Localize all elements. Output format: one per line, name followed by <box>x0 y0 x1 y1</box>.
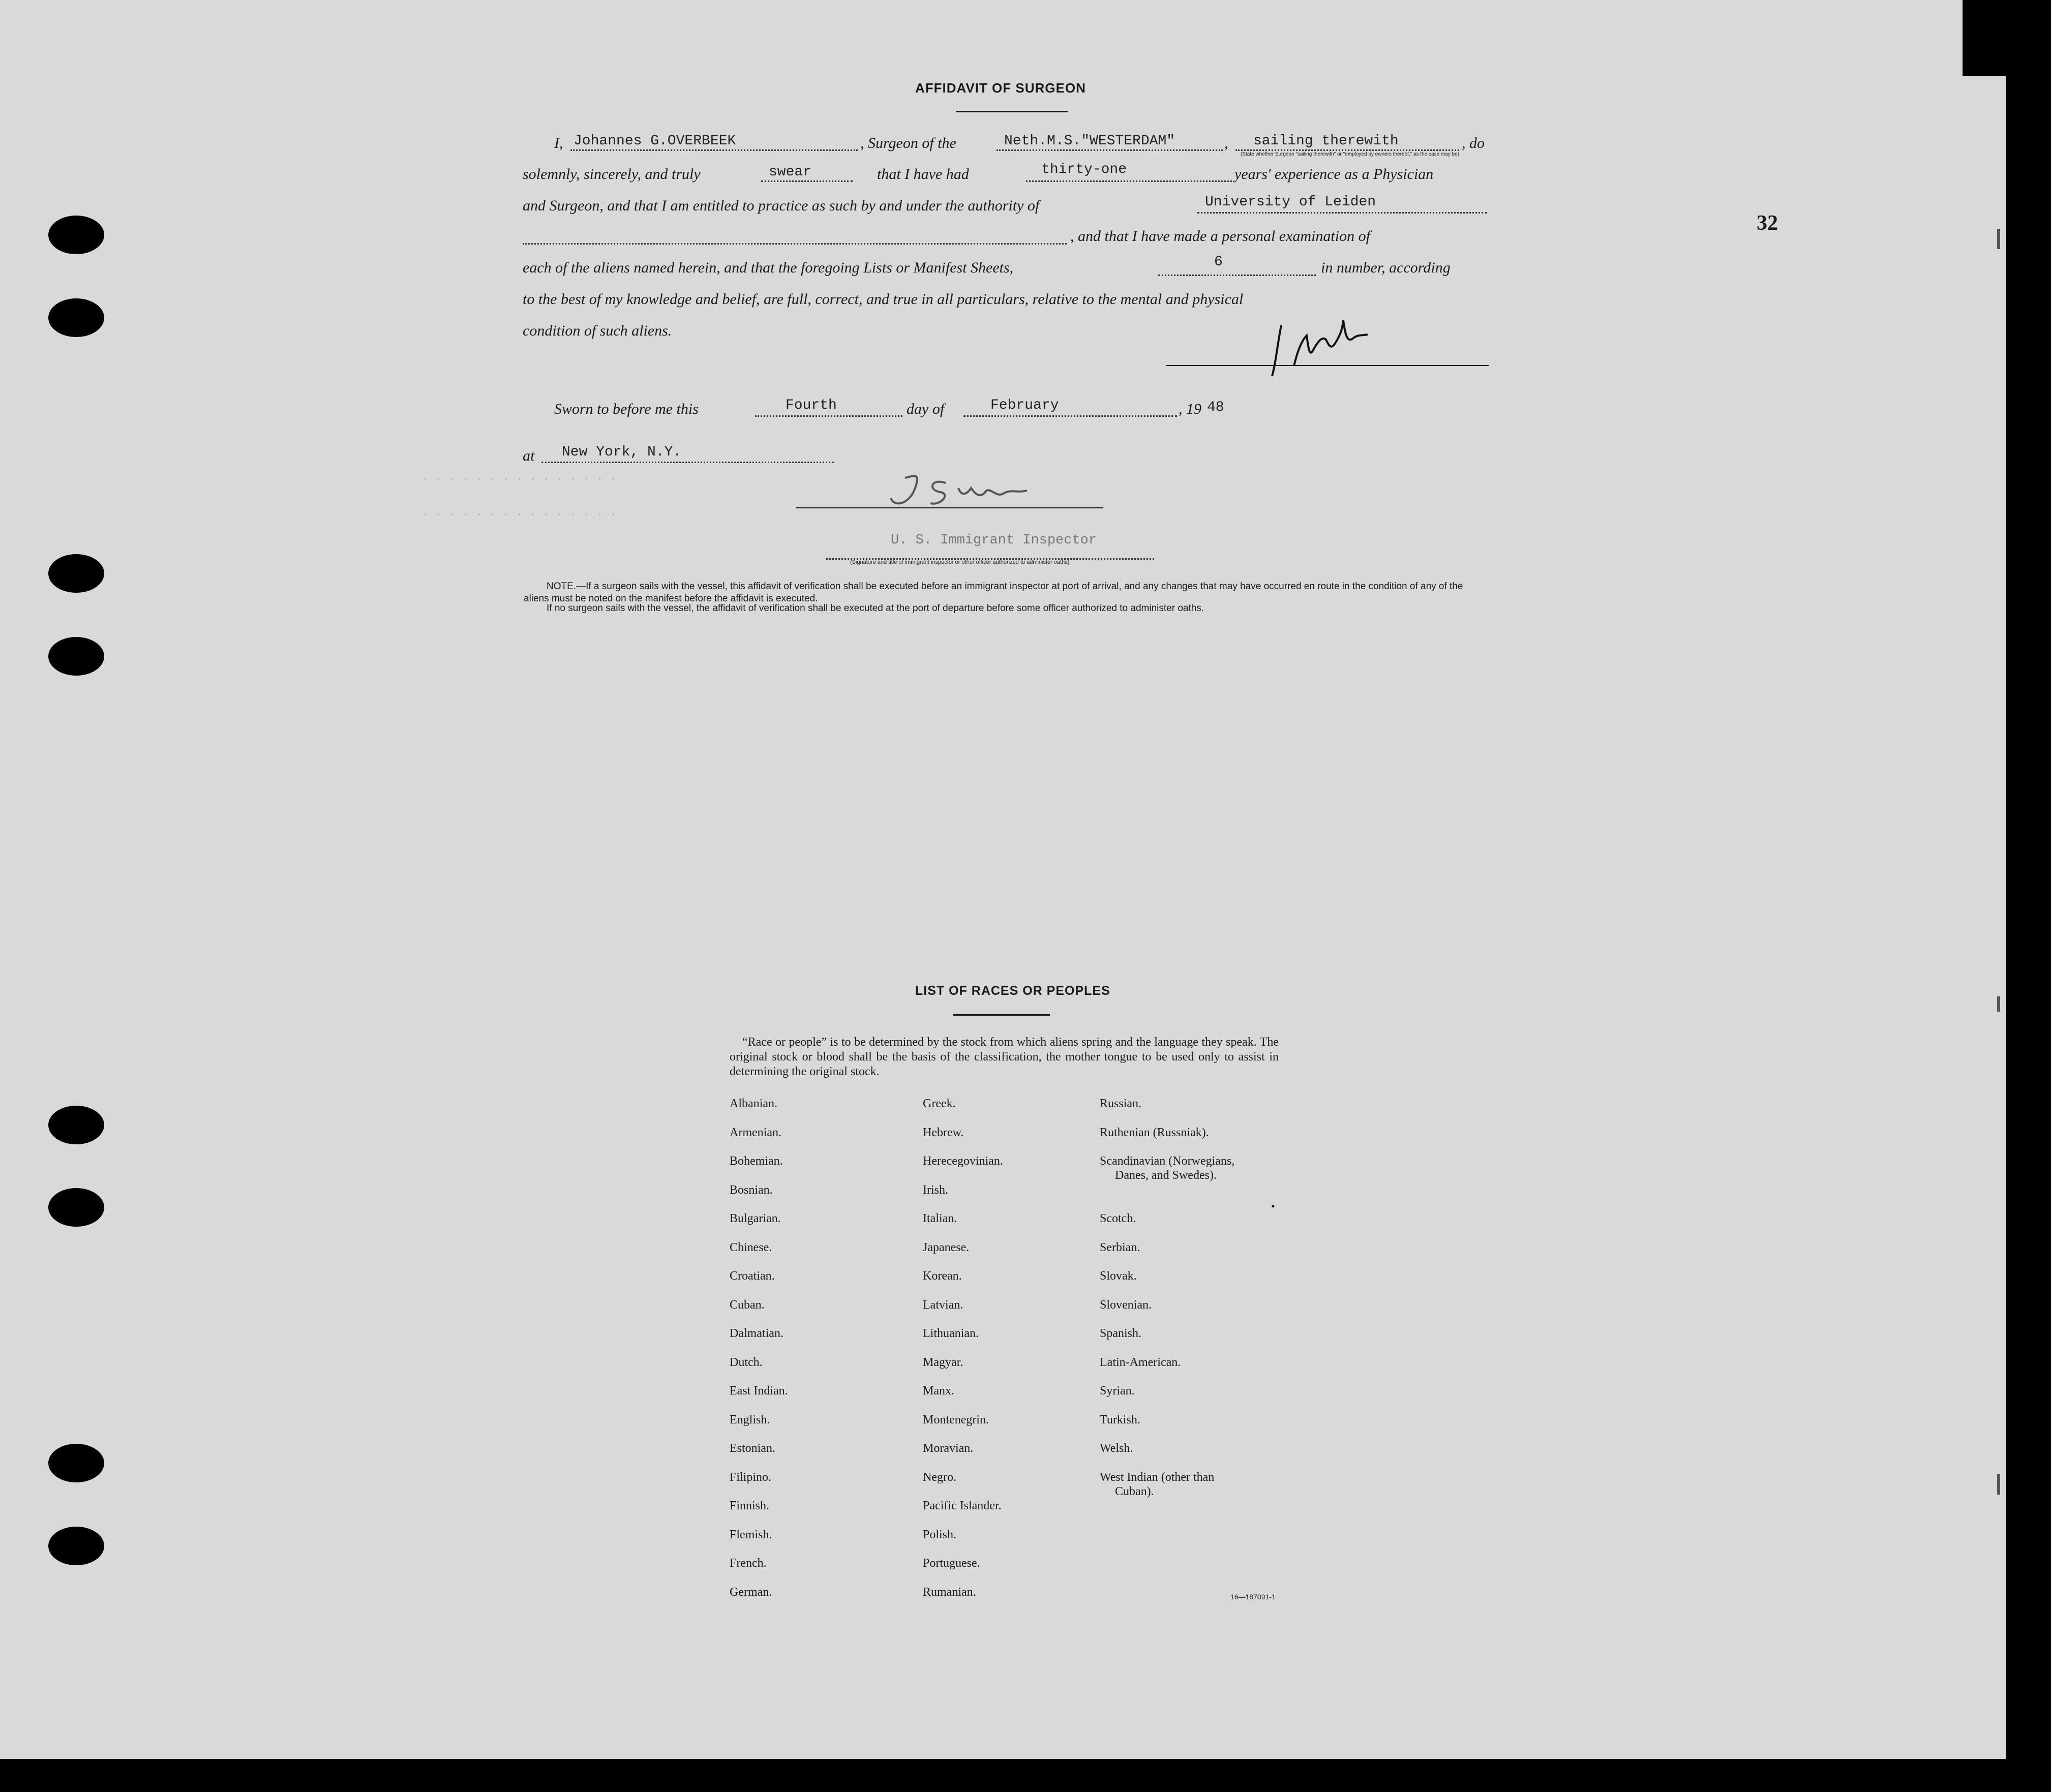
sworn-year: 48 <box>1207 400 1224 415</box>
race-item: Cuban). <box>1115 1484 1154 1498</box>
binder-hole <box>48 1527 104 1565</box>
race-item: Armenian. <box>730 1126 781 1139</box>
race-item: Manx. <box>923 1384 954 1398</box>
race-item: English. <box>730 1413 770 1426</box>
affidavit-text: , Surgeon of the <box>860 135 956 151</box>
sworn-month: February <box>990 398 1059 413</box>
race-item: Lithuanian. <box>923 1327 979 1340</box>
race-item: Croatian. <box>730 1269 775 1283</box>
blank-line <box>1197 212 1487 214</box>
faded-stamp-marks: · · · · · · · · · · · · · · · <box>422 508 617 521</box>
sworn-place: New York, N.Y. <box>562 444 682 460</box>
race-item: Syrian. <box>1100 1384 1135 1398</box>
race-item: Pacific Islander. <box>923 1499 1002 1512</box>
binder-hole <box>48 637 104 676</box>
binder-hole <box>48 216 104 254</box>
affidavit-text: condition of such aliens. <box>523 322 672 339</box>
blank-line <box>755 415 902 417</box>
race-item: Latin-American. <box>1100 1355 1181 1369</box>
affidavit-text: each of the aliens named herein, and that the foregoing Lists or Manifest Sheets, <box>523 259 1014 276</box>
race-item: Bohemian. <box>730 1155 783 1168</box>
race-item: Irish. <box>923 1183 948 1197</box>
edge-mark <box>1997 996 2000 1012</box>
affidavit-text: in number, according <box>1321 259 1451 276</box>
race-item: German. <box>730 1585 772 1599</box>
binder-hole <box>48 1444 104 1482</box>
years-experience: thirty-one <box>1041 162 1127 177</box>
race-item: Moravian. <box>923 1442 974 1455</box>
race-item: Scotch. <box>1100 1212 1136 1225</box>
race-item: Estonian. <box>730 1442 775 1455</box>
race-item: Russian. <box>1100 1097 1142 1110</box>
status-note: (State whether Surgeon "sailing therewith" or "employed by owners thereof," as the case may be) <box>1241 151 1459 157</box>
folded-corner <box>1963 0 2024 76</box>
race-item: Polish. <box>923 1528 957 1541</box>
sworn-text: day of <box>907 401 945 417</box>
race-item: Filipino. <box>730 1470 772 1484</box>
faded-stamp-marks: · · · · · · · · · · · · · · · <box>422 473 617 485</box>
surgeon-signature-line <box>1166 365 1489 366</box>
oath-type: swear <box>769 164 812 180</box>
surgeon-status: sailing therewith <box>1253 133 1399 149</box>
sworn-day: Fourth <box>786 398 837 413</box>
race-item: Italian. <box>923 1212 957 1225</box>
edge-mark <box>1997 1474 2000 1495</box>
blank-line <box>570 149 858 151</box>
affidavit-text: to the best of my knowledge and belief, are full, correct, and true in all particulars, relative to the mental and physical <box>523 291 1244 308</box>
race-item: Japanese. <box>923 1240 970 1254</box>
race-item: Cuban. <box>730 1298 765 1312</box>
surgeon-signature <box>1266 315 1378 381</box>
affidavit-line-1: I, <box>554 135 563 151</box>
race-item: Turkish. <box>1100 1413 1140 1426</box>
inspector-signature-line <box>796 507 1103 508</box>
affidavit-text: solemnly, sincerely, and truly <box>523 166 701 183</box>
race-item: Scandinavian (Norwegians, <box>1100 1155 1235 1168</box>
race-item: Chinese. <box>730 1240 772 1254</box>
inspector-title: U. S. Immigrant Inspector <box>891 533 1097 548</box>
affidavit-text: , do <box>1462 135 1485 151</box>
binder-hole <box>48 1106 104 1144</box>
blank-line <box>523 243 1067 245</box>
sworn-at-label: at <box>523 447 535 464</box>
authority-name: University of Leiden <box>1205 194 1376 210</box>
blank-line <box>963 415 1177 417</box>
race-item: Slovak. <box>1100 1269 1137 1283</box>
races-intro: “Race or people” is to be determined by the stock from which aliens spring and the language they speak. The original stock or blood shall be the basis of the classification, the mother tongue to be used only to assist in determining the original stock. <box>730 1036 1279 1078</box>
binder-hole <box>48 1188 104 1227</box>
blank-line <box>541 462 834 463</box>
note-paragraph-1: NOTE.—If a surgeon sails with the vessel, this affidavit of verification shall be executed before an immigrant inspector at port of arrival, and any changes that may have occurred en route in the condition of any of the aliens must be noted on the manifest before the affidavit is executed. <box>524 581 1463 604</box>
affidavit-text: , and that I have made a personal examination of <box>1070 228 1370 245</box>
form-number: 16—187091-1 <box>1230 1593 1276 1601</box>
race-item: French. <box>730 1557 767 1570</box>
race-item: Slovenian. <box>1100 1298 1152 1312</box>
binder-hole <box>48 298 104 337</box>
race-item: Bosnian. <box>730 1183 773 1197</box>
race-item: Negro. <box>923 1470 956 1484</box>
affidavit-text: that I have had <box>877 166 969 183</box>
dot-mark: • <box>1271 1200 1275 1212</box>
surgeon-name: Johannes G.OVERBEEK <box>574 133 736 149</box>
race-item: Welsh. <box>1100 1442 1133 1455</box>
vessel-name: Neth.M.S."WESTERDAM" <box>1004 133 1175 149</box>
race-item: West Indian (other than <box>1100 1470 1215 1484</box>
title-rule <box>956 111 1068 112</box>
race-item: East Indian. <box>730 1384 788 1398</box>
race-item: Korean. <box>923 1269 962 1283</box>
blank-line <box>997 149 1223 151</box>
note-paragraph-2: If no surgeon sails with the vessel, the affidavit of verification shall be executed at the port of departure before some officer authorized to administer oaths. <box>547 603 1204 614</box>
affidavit-text: years' experience as a Physician <box>1234 166 1434 183</box>
signature-caption: (Signature and title of immigrant inspector or other officer authorized to administer oaths) <box>850 559 1070 565</box>
race-item: Magyar. <box>923 1355 963 1369</box>
race-item: Portuguese. <box>923 1557 980 1570</box>
affidavit-text: , <box>1224 135 1228 151</box>
blank-line <box>1026 180 1232 182</box>
race-item: Bulgarian. <box>730 1212 781 1225</box>
races-title: LIST OF RACES OR PEOPLES <box>915 984 1110 998</box>
sworn-text: Sworn to before me this <box>554 401 699 417</box>
page-number: 32 <box>1757 211 1778 235</box>
blank-line <box>1158 275 1316 276</box>
race-item: Danes, and Swedes). <box>1115 1169 1217 1182</box>
edge-mark <box>1997 229 2000 249</box>
race-item: Hebrew. <box>923 1126 964 1139</box>
race-item: Dutch. <box>730 1355 763 1369</box>
races-title-rule <box>953 1014 1050 1016</box>
affidavit-text: and Surgeon, and that I am entitled to practice as such by and under the authority of <box>523 197 1040 214</box>
race-item: Latvian. <box>923 1298 963 1312</box>
sworn-text: , 19 <box>1179 401 1201 417</box>
sheet-count: 6 <box>1214 254 1223 270</box>
blank-line <box>1235 149 1459 151</box>
race-item: Spanish. <box>1100 1327 1142 1340</box>
race-item: Albanian. <box>730 1097 777 1110</box>
race-item: Flemish. <box>730 1528 772 1541</box>
race-item: Rumanian. <box>923 1585 976 1599</box>
affidavit-title: AFFIDAVIT OF SURGEON <box>915 80 1086 96</box>
race-item: Montenegrin. <box>923 1413 989 1426</box>
blank-line <box>761 180 853 182</box>
race-item: Serbian. <box>1100 1240 1140 1254</box>
inspector-signature <box>885 468 1037 513</box>
race-item: Ruthenian (Russniak). <box>1100 1126 1209 1139</box>
race-item: Herecegovinian. <box>923 1155 1003 1168</box>
race-item: Dalmatian. <box>730 1327 783 1340</box>
race-item: Finnish. <box>730 1499 770 1512</box>
binder-hole <box>48 554 104 593</box>
race-item: Greek. <box>923 1097 956 1110</box>
